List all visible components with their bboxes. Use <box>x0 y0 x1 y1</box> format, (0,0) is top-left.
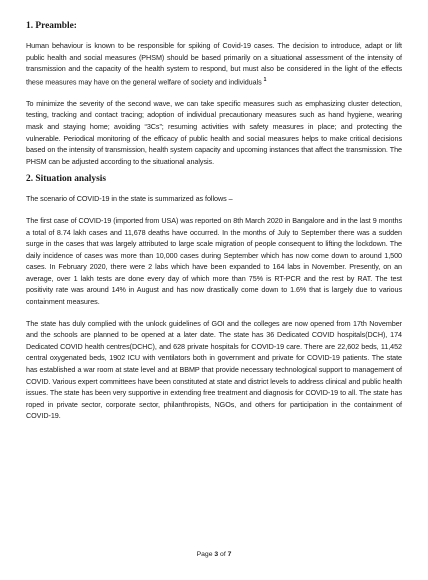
preamble-paragraph-2: To minimize the severity of the second wave, we can take specific measures such as emphasizing cluster detection, testing, tracking and contact tracing; adoption of individual precautionary measures such as hand hygiene, wearing mask and staying home; avoiding “3Cs”; resuming activities with safety measures in place; and protecting the vulnerable. Periodical monitoring of the efficacy of public health and social measures helps to make critical decisions based on the intensity of transmission, health system capacity and upcoming instances that affect the transmission. The PHSM can be adjusted according to the situational analysis. <box>26 98 402 166</box>
document-page <box>26 20 402 422</box>
section-heading-preamble: 1. Preamble: <box>26 21 77 31</box>
page-total: 7 <box>227 551 232 558</box>
situation-paragraph-3: The state has duly complied with the unlock guidelines of GOI and the colleges are now opened from 17th November and the schools are planned to be opened at a later date. The state has 36 Dedicated COVID hospitals(DCH), 174 Dedicated COVID health centres(DCHC), and 628 private hospitals for COVID-19 care. There are 22,602 beds, 11,452 central oxygenated beds, 1902 ICU with ventilators both in government and private for COVID-19 patients. The state has established a war room at state level and at BBMP that provide necessary technological support to management of COVID. Various expert committees have been constituted at state and district levels to address clinical and public health issues. The state has been very supportive in extending free treatment and diagnosis for COVID-19 to all. The state has roped in private sector, corporate sector, philanthropists, NGOs, and others for participation in the containment of COVID-19. <box>26 318 402 421</box>
preamble-paragraph-1-text: Human behaviour is known to be responsible for spiking of Covid-19 cases. The decision to introduce, adapt or lift public health and social measures (PHSM) should be based primarily on a situational assessment of the intensity of transmission and the capacity of the health system to respond, but must also be considered in the light of the effects these measures may have on the general welfare of society and individuals <box>26 41 402 87</box>
situation-paragraph-1: The scenario of COVID-19 in the state is summarized as follows – <box>26 194 233 204</box>
page-label: Page <box>196 551 213 558</box>
page-current: 3 <box>214 551 219 558</box>
footnote-reference: 1 <box>263 76 267 83</box>
page-footer <box>0 551 428 558</box>
section-heading-situation-analysis: 2. Situation analysis <box>26 174 106 185</box>
page-of-label: of <box>220 551 226 558</box>
preamble-paragraph-1 <box>26 40 402 88</box>
situation-paragraph-2: The first case of COVID-19 (imported from USA) was reported on 8th March 2020 in Bangalore and in the last 9 months a total of 8.74 lakh cases and 11,678 deaths have occurred. In the months of July to September there was a sudden surge in the cases that was largely attributed to large scale migration of people consequent to lifting the lockdown. The daily incidence of cases was more than 10,000 cases during September which has now come down to around 1,500 cases. In February 2020, there were 2 labs which have been expanded to 164 labs in November. Presently, on an average, over 1 lakh tests are done every day of which more than 75% is RT-PCR and the rest by RAT. The test positivity rate was around 14% in August and has now drastically come down to 1.6% that is largely due to various containment measures. <box>26 215 402 307</box>
